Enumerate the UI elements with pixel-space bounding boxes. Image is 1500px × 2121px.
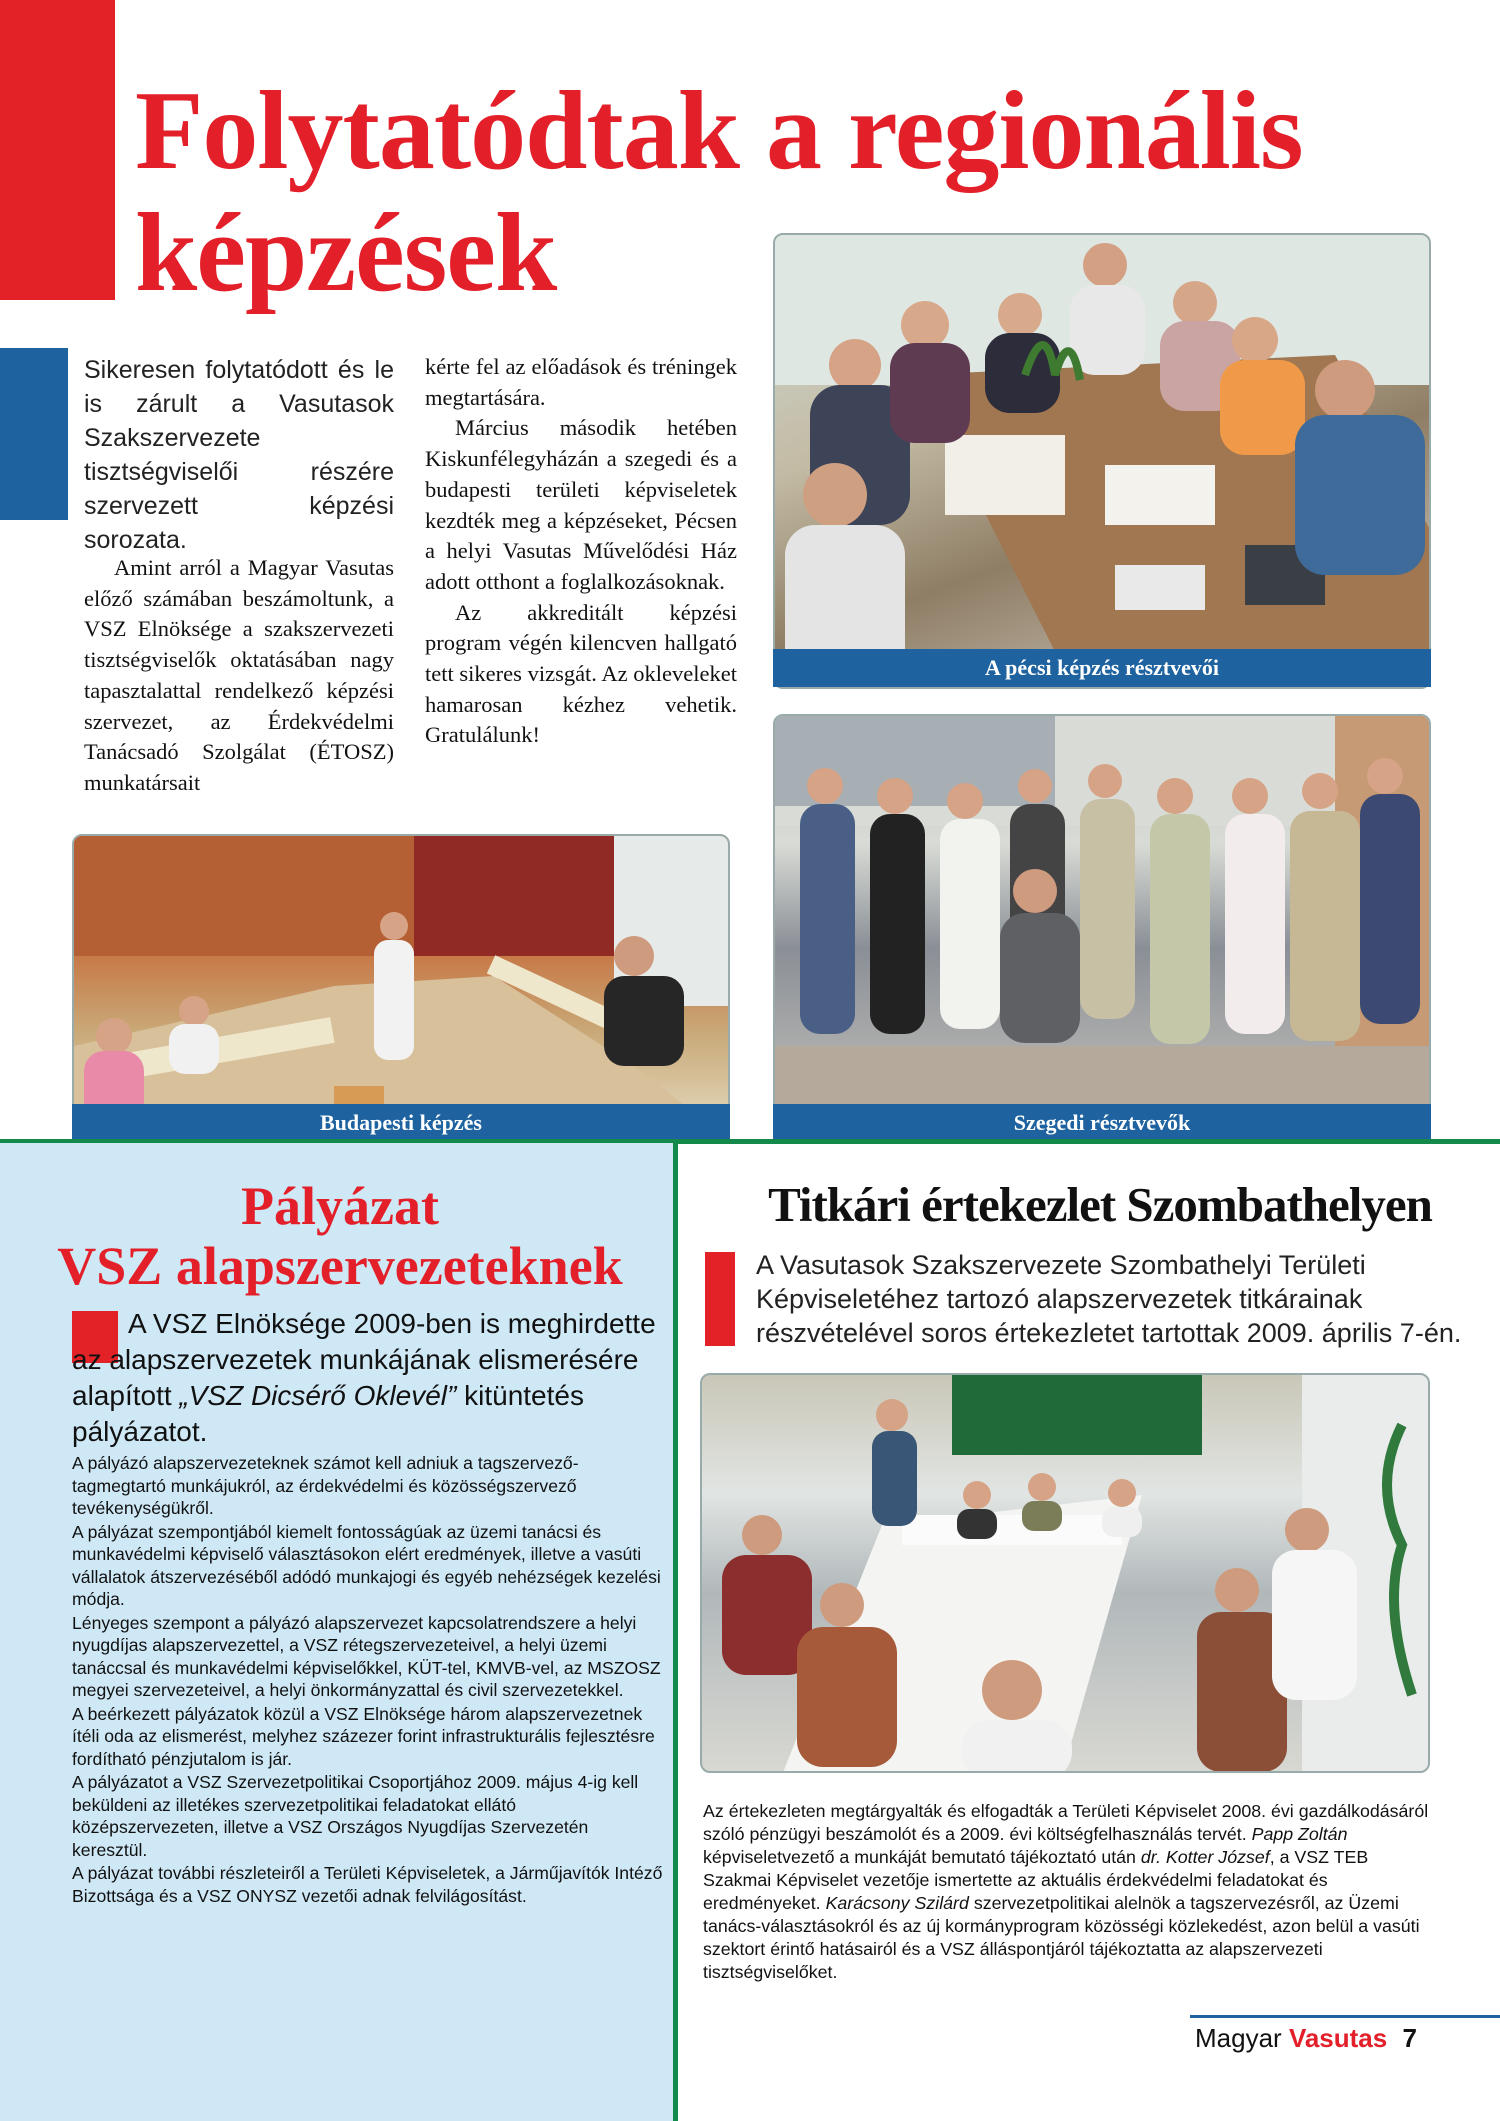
footer-rule	[1190, 2015, 1500, 2018]
article2-title: Pályázat VSZ alapszervezeteknek	[57, 1176, 623, 1296]
caption-szeged: Szegedi résztvevők	[773, 1104, 1431, 1142]
article3-lead-accent	[705, 1252, 735, 1346]
lead-accent-bar	[0, 348, 68, 520]
article3-body: Az értekezleten megtárgyalták és elfogadták a Területi Képviselet 2008. évi gazdálkodásáról szóló pénzügyi beszámolót és a 2009. évi költségfelhasználás tervét. Papp Zoltán képviseletvezető a munkáját bemutató tájékoztató után dr. Kotter József, a VSZ TEB Szakmai Képviselet vezetője ismertette az aktuális érdekvédelmi feladatokat és eredményeket. Karácsony Szilárd szervezetpolitikai alelnök a tagszervezésről, az Üzemi tanács-választásokról és az új kormányprogram közösségi közlekedést, azon belül a vasúti szektort érintő hatásairól és a VSZ álláspontjáról tájékoztatta az alapszervezeti tisztségviselőket.	[703, 1801, 1429, 1982]
caption-pecs: A pécsi képzés résztvevői	[773, 649, 1431, 687]
photo-szeged-scene	[775, 716, 1431, 1140]
caption-budapest: Budapesti képzés	[72, 1104, 730, 1142]
article3-lead: A Vasutasok Szakszervezete Szombathelyi Területi Képviseletéhez tartozó alapszervezetek titkárainak részvételével soros értekezletet tartottak 2009. április 7-én.	[756, 1250, 1462, 1348]
photo-pecs-scene	[775, 235, 1431, 689]
photo-szombathely-scene	[702, 1375, 1430, 1773]
footer-magazine-bold: Vasutas	[1288, 2023, 1388, 2053]
photo-budapest-training	[72, 834, 730, 1140]
photo-budapest-scene	[74, 836, 730, 1140]
article2-lead: A VSZ Elnöksége 2009-ben is meghirdette az alapszervezetek munkájának elismerésére alapított „VSZ Dicsérő Oklevél” kitüntetés pályázatot.	[72, 1308, 656, 1447]
article2-body: A pályázó alapszervezeteknek számot kell adniuk a tagszervező-tagmegtartó munkájukról, az érdekvédelmi és közösségszervező tevékenységükről. A pályázat szempontjából kiemelt fontosságúak az üzemi tanácsi és munkavédelmi képviselő választásokon elért eredmények, illetve a vasúti vállalatok átszervezéséből adódó munkajogi és egyéb nehézségek kezelési módja. Lényeges szempont a pályázó alapszervezet kapcsolatrendszere a helyi nyugdíjas alapszervezettel, a VSZ rétegszervezeteivel, a helyi üzemi tanáccsal és munkavédelmi képviselőkkel, KÜT-tel, KMVB-vel, az MSZOSZ megyei szervezeteivel, a helyi önkormányzattal és civil szervezetekkel. A beérkezett pályázatok közül a VSZ Elnöksége három alapszervezetnek ítéli oda az elismerést, melyhez százezer forint infrastrukturális fejlesztésre fordítható pénzjutalom is jár. A pályázatot a VSZ Szervezetpolitikai Csoportjához 2009. május 4-ig kell beküldeni az illetékes szervezetpolitikai feladatokat ellátó középszervezeten, illetve a VSZ Országos Nyugdíjas Szervezetén keresztül. A pályázat további részleteiről a Területi Képviseletek, a Járműjavítók Intéző Bizottsága és a VSZ ONYSZ vezetői adnak felvilágosítást.	[72, 1453, 663, 1906]
article1-column-2: kérte fel az előadások és tréningek megtartására. Március második hetében Kiskunfélegyházán a szegedi és a budapesti területi képviseletek kezdték meg a képzéseket, Pécsen a helyi Vasutas Művelődési Ház adott otthont a foglalkozásoknak. Az akkreditált képzési program végén kilencven hallgató tett sikeres vizsgát. Az okleveleket hamarosan kézhez vehetik. Gratulálunk!	[425, 354, 737, 748]
article1-title: Folytatódtak a regionális képzések	[135, 69, 1303, 315]
page-number: 7	[1402, 2023, 1417, 2053]
column-divider	[673, 1143, 678, 2121]
title-accent-bar	[0, 0, 115, 300]
photo-szombathely-meeting	[700, 1373, 1430, 1773]
article1-column-1: Amint arról a Magyar Vasutas előző számában beszámoltunk, a VSZ Elnöksége a szakszervezeti tisztségviselők oktatásában nagy tapasztalattal rendelkező képzési szervezet, az Érdekvédelmi Tanácsadó Szolgálat (ÉTOSZ) munkatársait	[84, 555, 394, 795]
photo-szeged-participants	[773, 714, 1431, 1140]
article1-lead: Sikeresen folytatódott és le is zárult a Vasutasok Szakszervezete tisztségviselői részére szervezett képzési sorozata.	[84, 356, 394, 554]
article3-title: Titkári értekezlet Szombathelyen	[768, 1177, 1432, 1232]
photo-pecs-training	[773, 233, 1431, 689]
page-footer: Magyar Vasutas 7	[1195, 2023, 1417, 2053]
